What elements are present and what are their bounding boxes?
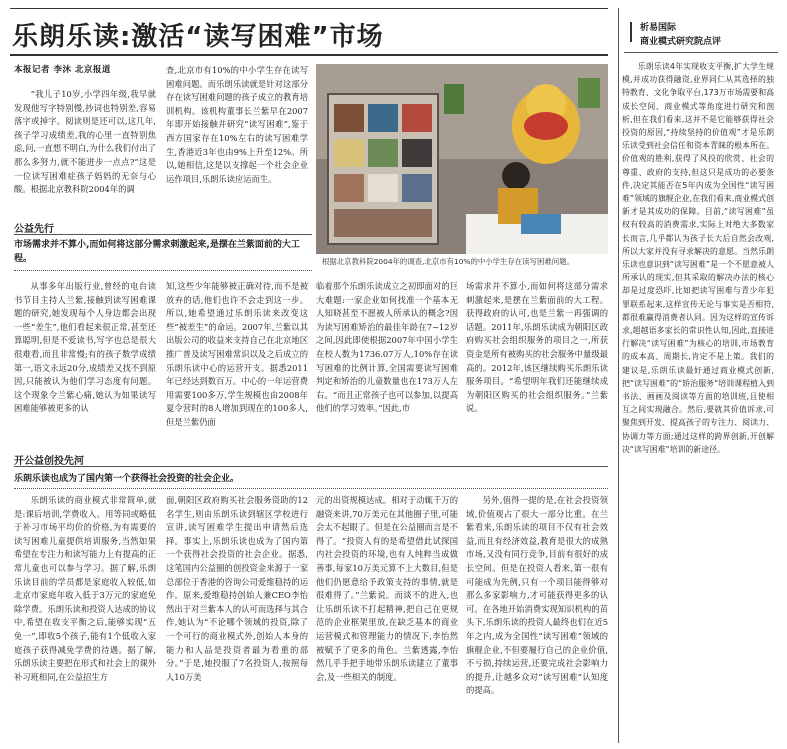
sidebar-subtitle: 商业模式研究院点评 (640, 37, 722, 47)
headline: 乐朗乐读:激活“读写困难”市场 (12, 22, 384, 52)
section-rule-1 (14, 234, 312, 235)
pull-quote-2: 乐朗乐读也成为了国内第一个获得社会投资的社会企业。 (14, 474, 240, 484)
intro-paragraph-2: 查,北京市有10%的中小学生存在读写困难问题。而乐朗乐读就是针对这部分存在读写困难问题的孩子成立的教育培训机构。该机构董事长兰紫早在2007年即开始接触并研究“读写困难”,鉴于西方国家存在10%左右的读写困难学生,香港近3年也由9%上升至12%。所以,她相信,这是以支撑起一个社会企业运作项目,乐朗乐读应运而生。 (166, 65, 308, 184)
photo-caption: 根据北京教科院2004年的调查,北京市有10%的中小学生存在读写困难问题。 (322, 257, 574, 266)
sidebar-paragraph: 乐朗乐读4年实现收支平衡,扩大学生规模,并成功获得融资,业界同仁从其选择的独特教育、文化争取平台,173万市场需要和高成长空间、商业模式等角度进行研究和剖析,但在我们看来,这并不是它能够获得社会投资的原因,“持续坚持的价值观”才是乐朗乐读受到社会信任和资本青睐的根本所在。价值观的胜利,获得了风投的欣赏、社会的尊重、政府的支持,但这只是成功的必要条件,决定其能否在5年内成为全国性“读写困难”领域的旗舰企业,在我们看来,商业模式创新才是其成功的保障。目前,“读写困难”虽权有较高的消费需求,实际上对绝大多数家长而言,几乎都认为孩子长大后自然会改观,所以大家并没有寻求解决的意愿。当然乐朗乐读也意识到“读写困难”是一个不愿意被人所承认的现实,但其采取的解决办法的核心却是过度恐吓,比如把读写困难与青少年犯罪联系起来,这样宣传无论与事实是否相符,都很难赢得消费者认同。因为这样的宣传诉求,超越语多家长的常识性认知,因此,直接进行解决“读写困难”为核心的培训,市场教育的成本高、周期长,肯定不是上策。我们的建议是,乐朗乐读最好通过商业模式创新,把“读写困难”的“矫治服务”培训课程植入到书法、画画及阅读等方面的培训班,且使相互之间实现融合。然后,要就其价值诉求,可聚焦到开发、提高孩子的专注力、阅读力、协调力等方面;通过这样的跨界创新,开创解决“读写困难”培训的新途径。 (622, 62, 774, 454)
sidebar-marker (630, 22, 635, 42)
photo-illustration (316, 64, 608, 254)
pull-quote-1: 市场需求并不算小,而如何将这部分需求刺激起来,是摆在兰紫面前的大工程。 (14, 240, 300, 264)
section2-column-4 (466, 494, 608, 742)
section2-column-3 (316, 494, 458, 742)
section2-paragraph-3: 元的出资规模达成。相对于动辄千万的融资来讲,70万美元在其他圈子里,可能会太不起眼了。但是在公益圈而言是不得了。“投资人有的是希望借此试探国内社会投资的环境,也有人纯粹当成做善事,每家10万美元算不上大数目,但是他们仍愿意给予政策支持的事情,就是很难得了。”兰紫说。而谈不的进入,也让乐朗乐读不打起精神,把自己在更规范的企业框架里放,在缺乏基本的商业运营模式和管理能力的情况下,李怡然被赋予了更多的角色。兰紫透露,李怡然几乎手把手地带乐朗乐读建立了董事会,及一些相关的制度。 (316, 495, 458, 682)
pull-rule-2 (14, 488, 608, 489)
top-rule (10, 8, 608, 9)
photo-child-reading (316, 64, 608, 254)
section2-paragraph-1: 乐朗乐读的商业模式非常简单,就是:课后培训,学费收入。用等同或略低于补习市场平均价的价格,为有需要的读写困难儿童提供培训服务,当然如果希望在专注力和读写能力上有提高的正常儿童也可以参与学习。据了解,乐朗乐读目前的学员都是家庭收入较低,如北京市家庭年收入低于3万元的家庭免除学费。乐朗乐读和投资人达成的协议中,希望在收支平衡之后,能够实现“五免一”,即收5个孩子,能有1个低收入家庭孩子获得减免学费的待遇。据了解,乐朗乐读主要把在形式和社会上的课外补习班相同,在公益招生方 (14, 495, 156, 682)
section1-paragraph-2: 知,这些少年能够被正确对待,而不是被放弃的话,他们也许不会走到这一步。所以,她希望通过乐朗乐读来改变这些“被差生”的命运。2007年,兰紫以其出版公司的收益来支持自己在北京地区推广普及读写困难常识以及之后成立的乐朗乐读中心的运营开支。据悉2011年已经达到数百万。中心的一年运营费用需要100多万,学生规模也由2008年夏令营时的8人增加到现在的100多人,但是兰紫仍面 (166, 281, 308, 427)
section1-column-3 (316, 280, 458, 446)
intro-paragraph-1: “我儿子10岁,小学四年级,我早就发现他写字特别慢,抄词也特别差,容易落字或掉字。阅读则是还可以,这几年,孩子学习成绩差,我的心里一直特别焦虑,问,一直想不明白,为什么我们付出了那么多努力,就不能进步一点点?”这是一位读写困难症孩子妈妈的无奈与心酸。根据北京教科院2004年的调 (14, 89, 156, 195)
sidebar-title: 析易国际 (640, 23, 677, 33)
section1-paragraph-3: 临着那个乐朗乐读成立之初即面对的巨大难题:一家企业如何找准一个基本无人知晓甚至不愿被人所承认的概念?因为读写困难矫治的最佳年龄在7~12岁之间,因此即使根据2007年中国小学生在校人数为1736.07万人,10%存在读写困难的比例计算,全国需要读写困难判定和矫治的儿童数量也在173万人左右。“而且正常孩子也可以参加,以提高他们的学习效率。”因此,市 (316, 281, 458, 414)
sidebar-commentary (622, 60, 774, 456)
sidebar-rule (624, 52, 778, 53)
section2-column-2 (166, 494, 308, 742)
section1-column-2 (166, 280, 308, 446)
intro-column-2 (166, 64, 308, 214)
section1-column-1 (14, 280, 156, 446)
section1-paragraph-1: 从事多年出版行业,曾经的电台读书节目主持人兰紫,接触到读写困难课题的研究,她发现每个人身边都会出现一些“差生”,他们看起来很正常,甚至还算聪明,但是不爱读书,写字也总是很大很难看,而且非常慢;有的孩子数学成绩第一,语文永远20分,成绩差又找不到原因,只能被认为他们学习态度有问题。这个现象令兰紫心痛,她认为如果读写困难能够被更多的认 (14, 281, 156, 414)
section2-paragraph-4: 另外,值得一提的是,在社会投资领域,价值观占了很大一部分比重。在兰紫看来,乐朗乐读的项目不仅有社会效益,而且有经济效益,教育是很大的成熟市场,又没有同行竞争,目前有很好的成长空间。但是在投资人看来,第一很有可能成为先例,只有一个项目能得够对那么多家影响力,才可能获得更多的认可。在各地开始消费实现知识机构的苗头下,乐朗乐读的投资人最终也们在近5年之内,成为全国性“读写困难”领域的旗舰企业,不但要履行自己的企业价值,不亏损,持续运营,还要完成社会影响力的提升,让越多众对“读写困难”认知度的提高。 (466, 495, 608, 696)
section-title-1: 公益先行 (14, 224, 54, 235)
pull-rule-1 (14, 270, 312, 271)
headline-rule (10, 54, 608, 56)
section-title-2: 开公益创投先河 (14, 456, 84, 467)
section2-paragraph-2: 面,朝阳区政府购买社会服务资助的12名学生,则由乐朗乐读到辖区学校进行宣讲,读写困难学生提出申请然后选择。事实上,乐朗乐读也成为了国内第一个获得社会投资的社会企业。据悉,这笔国内公益圈的创投资金来源于一家总部位于香港的咨询公司爱维稳持的运作。原来,爱维稳持创始人兼CEO李怡然出于对兰紫本人的认可而选择与其合作,她认为“不论哪个领域的投资,除了一个可行的商业模式外,创始人本身的能力和人品是投资者最为看重的部分。”于是,她投服了7名投资人,按照每人10万美 (166, 495, 308, 682)
section2-column-1 (14, 494, 156, 742)
section-rule-2 (14, 466, 608, 467)
intro-column-1 (14, 88, 156, 210)
section1-paragraph-4: 场需求并不算小,而如何将这部分需求刺激起来,是摆在兰紫面前的大工程。获得政府的认可,也是兰紫一再强调的话题。2011年,乐朗乐读成为朝阳区政府购买社会组织服务的项目之一,所获资金是所有被购买的社会服务中量级最高的。2012年,该区继续购买乐朗乐读服务项目。“希望明年我们还能继续成为朝阳区购买的社会组织服务。”兰紫说。 (466, 281, 608, 414)
byline: 本报记者 李沐 北京报道 (14, 65, 111, 75)
section1-column-4 (466, 280, 608, 446)
